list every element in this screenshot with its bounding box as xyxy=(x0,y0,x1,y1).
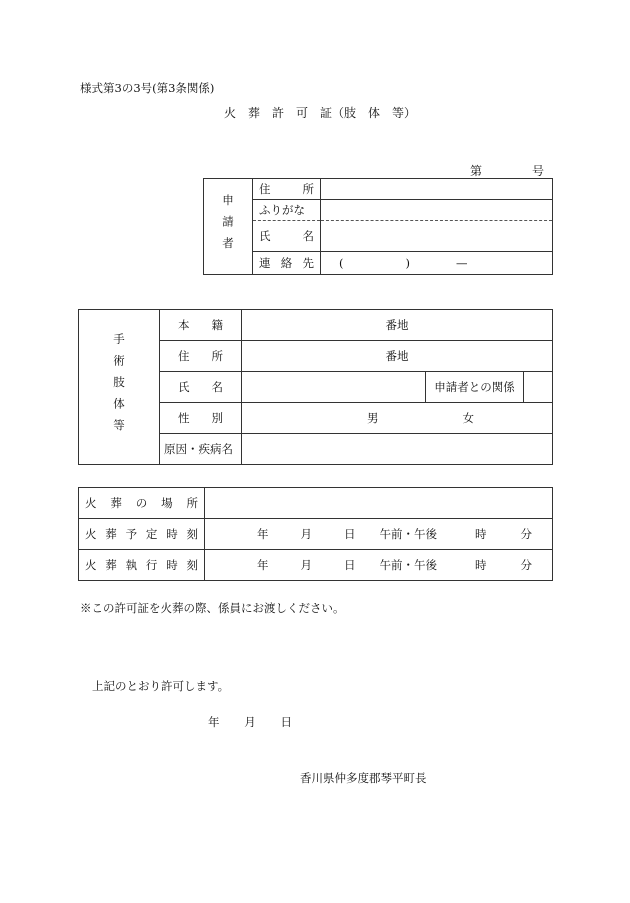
contact-open-paren: ( xyxy=(339,256,344,270)
issue-day: 日 xyxy=(280,715,292,729)
contact-close-paren: ) xyxy=(405,256,410,270)
permit-statement: 上記のとおり許可します。 xyxy=(92,679,230,693)
sched-minute: 分 xyxy=(520,527,532,541)
address-banchi: 番地 xyxy=(385,349,409,363)
handover-note: ※この許可証を火葬の際、係員にお渡しください。 xyxy=(80,601,345,615)
applicant-name-field[interactable] xyxy=(321,221,553,252)
sched-year: 年 xyxy=(257,527,269,541)
exec-month: 月 xyxy=(300,558,312,572)
body-parts-table xyxy=(78,309,553,465)
sched-month: 月 xyxy=(300,527,312,541)
body-name-field[interactable] xyxy=(242,372,426,403)
issue-year: 年 xyxy=(208,715,220,729)
document-title: 火 葬 許 可 証（肢 体 等） xyxy=(223,106,416,120)
applicant-contact-field[interactable] xyxy=(321,252,553,275)
scheduled-time-label: 火 葬 予 定 時 刻 xyxy=(85,527,198,541)
number-suffix: 号 xyxy=(531,164,544,178)
contact-dash: — xyxy=(456,256,468,270)
gender-male-option[interactable]: 男 xyxy=(367,411,379,425)
gender-female-option[interactable]: 女 xyxy=(462,411,474,425)
honseki-label: 本 籍 xyxy=(178,318,223,332)
issue-month: 月 xyxy=(244,715,256,729)
body-group-label: 手術肢体等 xyxy=(79,310,160,465)
cremation-table xyxy=(78,487,553,581)
applicant-name-label: 氏 名 xyxy=(259,229,314,243)
cause-label: 原因・疾病名 xyxy=(160,434,242,465)
body-name-label: 氏 名 xyxy=(178,380,223,394)
gender-label: 性 別 xyxy=(178,411,223,425)
relation-field[interactable] xyxy=(524,372,553,403)
exec-minute: 分 xyxy=(520,558,532,572)
applicant-contact-label: 連 絡 先 xyxy=(259,256,314,270)
executed-time-field[interactable] xyxy=(205,550,553,581)
gender-field[interactable] xyxy=(242,403,553,434)
applicant-address-field[interactable] xyxy=(321,179,553,200)
cremation-place-label: 火 葬 の 場 所 xyxy=(85,496,198,510)
applicant-group-label: 申請者 xyxy=(204,179,253,275)
executed-time-label: 火 葬 執 行 時 刻 xyxy=(85,558,198,572)
sched-ampm: 午前・午後 xyxy=(379,527,437,541)
number-prefix: 第 xyxy=(470,164,483,178)
sched-hour: 時 xyxy=(475,527,487,541)
cause-field[interactable] xyxy=(242,434,553,465)
applicant-furigana-label: ふりがな xyxy=(259,203,305,217)
issuer-name: 香川県仲多度郡琴平町長 xyxy=(300,771,427,785)
scheduled-time-field[interactable] xyxy=(205,519,553,550)
applicant-address-label: 住 所 xyxy=(259,182,314,196)
cremation-place-field[interactable] xyxy=(205,488,553,519)
applicant-furigana-field[interactable] xyxy=(321,200,553,221)
exec-ampm: 午前・午後 xyxy=(379,558,437,572)
honseki-banchi: 番地 xyxy=(385,318,409,332)
relation-label: 申請者との関係 xyxy=(426,372,524,403)
exec-year: 年 xyxy=(257,558,269,572)
permit-number xyxy=(470,162,544,179)
honseki-field[interactable] xyxy=(242,310,553,341)
sched-day: 日 xyxy=(344,527,356,541)
body-address-field[interactable] xyxy=(242,341,553,372)
issue-date xyxy=(208,714,292,730)
exec-day: 日 xyxy=(344,558,356,572)
exec-hour: 時 xyxy=(475,558,487,572)
body-address-label: 住 所 xyxy=(178,349,223,363)
applicant-table xyxy=(203,178,553,275)
form-number: 様式第3の3号(第3条関係) xyxy=(80,81,215,95)
